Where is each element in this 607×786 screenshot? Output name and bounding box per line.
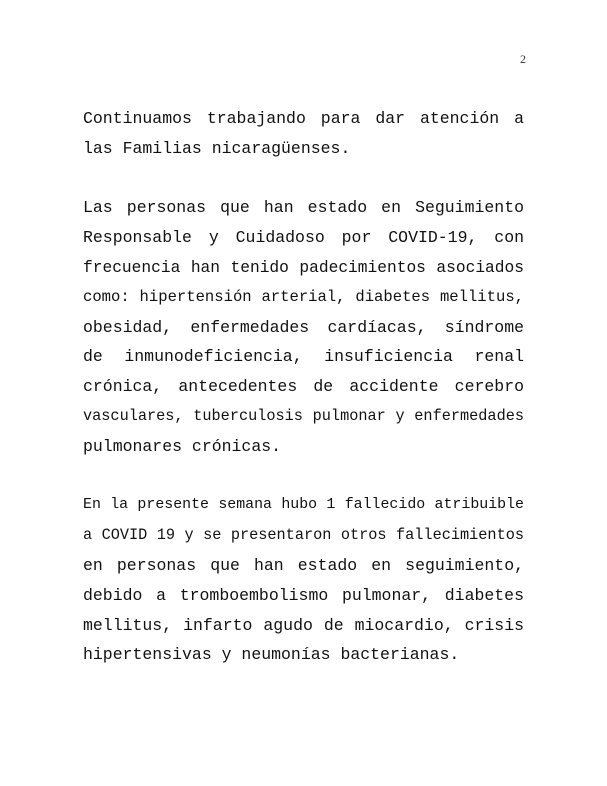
- paragraph-3: [83, 491, 524, 670]
- paragraph-line: crónica, antecedentes de accidente cerebro: [83, 377, 524, 397]
- paragraph-line: frecuencia han tenido padecimientos asociados: [83, 257, 524, 277]
- paragraph-line: debido a tromboembolismo pulmonar, diabetes: [83, 585, 524, 605]
- paragraph-2: [83, 193, 524, 461]
- paragraph-line: obesidad, enfermedades cardíacas, síndrome: [83, 317, 524, 337]
- paragraph-line: hipertensivas y neumonías bacterianas.: [83, 645, 460, 665]
- paragraph-1: [83, 104, 524, 164]
- paragraph-line: como: hipertensión arterial, diabetes mellitus,: [83, 287, 524, 306]
- paragraph-line: a COVID 19 y se presentaron otros fallecimientos: [83, 526, 524, 545]
- paragraph-line: Las personas que han estado en Seguimiento: [83, 198, 524, 218]
- paragraph-line: mellitus, infarto agudo de miocardio, crisis: [83, 615, 524, 635]
- paragraph-line: vasculares, tuberculosis pulmonar y enfermedades: [83, 406, 524, 425]
- paragraph-line: de inmunodeficiencia, insuficiencia renal: [83, 347, 524, 367]
- page-number: 2: [520, 52, 526, 66]
- paragraph-line: Responsable y Cuidadoso por COVID-19, con: [83, 228, 524, 248]
- document-body: [83, 104, 524, 700]
- paragraph-line: pulmonares crónicas.: [83, 436, 282, 456]
- paragraph-line: En la presente semana hubo 1 fallecido atribuible: [83, 497, 524, 514]
- paragraph-line: las Familias nicaragüenses.: [83, 138, 351, 158]
- paragraph-line: Continuamos trabajando para dar atención a: [83, 109, 524, 128]
- paragraph-line: en personas que han estado en seguimiento,: [83, 555, 524, 575]
